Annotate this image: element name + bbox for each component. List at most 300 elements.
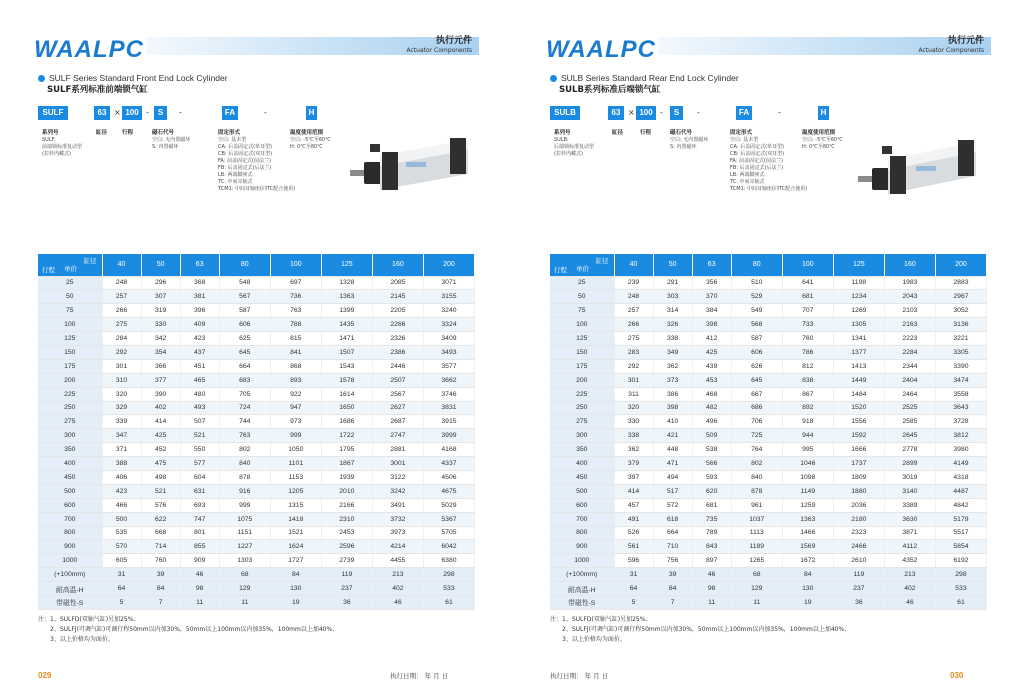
price-cell: 396 bbox=[180, 304, 219, 318]
price-cell: 893 bbox=[270, 373, 321, 387]
price-cell: 36 bbox=[321, 595, 372, 609]
table-header-row bbox=[38, 254, 475, 276]
code-times: × bbox=[628, 108, 635, 117]
price-cell: 1471 bbox=[321, 332, 372, 346]
price-cell: 802 bbox=[219, 443, 270, 457]
price-cell: 1650 bbox=[321, 401, 372, 415]
price-cell: 366 bbox=[141, 359, 180, 373]
table-row bbox=[550, 318, 987, 332]
row-stroke-cell: 600 bbox=[38, 498, 102, 512]
price-cell: 2223 bbox=[884, 332, 935, 346]
price-table bbox=[550, 254, 987, 610]
price-cell: 2883 bbox=[935, 276, 986, 290]
price-cell: 3221 bbox=[935, 332, 986, 346]
price-cell: 3871 bbox=[884, 526, 935, 540]
price-cell: 3242 bbox=[372, 484, 423, 498]
table-row bbox=[38, 582, 475, 596]
table-row bbox=[550, 304, 987, 318]
price-cell: 466 bbox=[102, 498, 141, 512]
price-cell: 329 bbox=[102, 401, 141, 415]
price-cell: 370 bbox=[692, 290, 731, 304]
price-cell: 922 bbox=[270, 387, 321, 401]
row-stroke-cell: 300 bbox=[38, 429, 102, 443]
price-cell: 119 bbox=[321, 568, 372, 582]
price-cell: 736 bbox=[270, 290, 321, 304]
price-cell: 570 bbox=[102, 540, 141, 554]
price-cell: 667 bbox=[731, 387, 782, 401]
table-row bbox=[38, 387, 475, 401]
price-cell: 39 bbox=[653, 568, 692, 582]
row-stroke-cell: 25 bbox=[38, 276, 102, 290]
price-cell: 577 bbox=[180, 457, 219, 471]
price-cell: 248 bbox=[614, 290, 653, 304]
price-cell: 130 bbox=[782, 582, 833, 596]
price-cell: 868 bbox=[270, 359, 321, 373]
price-cell: 303 bbox=[653, 290, 692, 304]
row-stroke-cell: 50 bbox=[550, 290, 614, 304]
price-cell: 533 bbox=[423, 582, 474, 596]
price-cell: 973 bbox=[270, 415, 321, 429]
price-cell: 2010 bbox=[321, 484, 372, 498]
desc-series: SULF: 前端锁标准复动型 (拉杆内藏式) bbox=[42, 137, 83, 157]
price-cell: 414 bbox=[614, 484, 653, 498]
note-line: 注：1、SULFD(双轴气缸)另加25%； bbox=[550, 616, 652, 623]
price-cell: 347 bbox=[102, 429, 141, 443]
price-cell: 338 bbox=[614, 429, 653, 443]
row-stroke-cell: 125 bbox=[38, 332, 102, 346]
price-cell: 68 bbox=[219, 568, 270, 582]
price-cell: 98 bbox=[180, 582, 219, 596]
price-cell: 683 bbox=[219, 373, 270, 387]
price-cell: 707 bbox=[782, 304, 833, 318]
price-cell: 705 bbox=[219, 387, 270, 401]
price-cell: 1737 bbox=[833, 457, 884, 471]
row-stroke-cell: 400 bbox=[38, 457, 102, 471]
price-cell: 1046 bbox=[782, 457, 833, 471]
desc-temp: 空白: -5℃至60℃ H: 0℃至80℃ bbox=[290, 137, 331, 150]
price-cell: 664 bbox=[653, 526, 692, 540]
price-cell: 2085 bbox=[372, 276, 423, 290]
code-dash: - bbox=[697, 108, 700, 117]
table-body bbox=[550, 276, 987, 609]
price-cell: 3305 bbox=[935, 345, 986, 359]
price-cell: 257 bbox=[102, 290, 141, 304]
row-stroke-cell: 1000 bbox=[38, 554, 102, 568]
price-cell: 402 bbox=[372, 582, 423, 596]
column-header: 63 bbox=[692, 254, 731, 276]
price-cell: 129 bbox=[219, 582, 270, 596]
price-cell: 606 bbox=[219, 318, 270, 332]
desc-mount: 空白: 基本型 CA: 后盖固定式(单耳型) CB: 后盖固定式(双耳型) FA: 前盖固定式(前法兰) FB: 后盖固定式(后法兰) LB: 两端脚座式 TC: 中间耳轴式 TCM1: 中间耳轴座(同TC配合使用) bbox=[218, 137, 296, 192]
price-cell: 999 bbox=[270, 429, 321, 443]
price-cell: 98 bbox=[692, 582, 731, 596]
row-stroke-cell: 900 bbox=[550, 540, 614, 554]
label-bore: 缸径 bbox=[612, 130, 624, 136]
price-cell: 130 bbox=[270, 582, 321, 596]
price-cell: 1418 bbox=[270, 512, 321, 526]
price-cell: 493 bbox=[180, 401, 219, 415]
price-cell: 1269 bbox=[833, 304, 884, 318]
price-cell: 548 bbox=[219, 276, 270, 290]
note-line: 注：1、SULFD(双轴气缸)另加25%； bbox=[38, 616, 140, 623]
price-cell: 812 bbox=[782, 359, 833, 373]
price-cell: 5 bbox=[102, 595, 141, 609]
price-cell: 1727 bbox=[270, 554, 321, 568]
price-cell: 1880 bbox=[833, 484, 884, 498]
price-cell: 3558 bbox=[935, 387, 986, 401]
price-cell: 388 bbox=[102, 457, 141, 471]
table-row bbox=[38, 429, 475, 443]
price-cell: 64 bbox=[614, 582, 653, 596]
price-cell: 2881 bbox=[372, 443, 423, 457]
price-cell: 535 bbox=[102, 526, 141, 540]
price-cell: 257 bbox=[614, 304, 653, 318]
price-cell: 1722 bbox=[321, 429, 372, 443]
price-cell: 5179 bbox=[935, 512, 986, 526]
price-cell: 19 bbox=[270, 595, 321, 609]
bullet-dot-icon bbox=[550, 75, 557, 82]
price-cell: 423 bbox=[102, 484, 141, 498]
price-cell: 631 bbox=[180, 484, 219, 498]
price-cell: 1466 bbox=[782, 526, 833, 540]
series-title-cn: SULB系列标准后端锁气缸 bbox=[559, 85, 661, 95]
column-header: 200 bbox=[935, 254, 986, 276]
table-row bbox=[38, 457, 475, 471]
table-row bbox=[38, 595, 475, 609]
price-cell: 2446 bbox=[372, 359, 423, 373]
notes bbox=[550, 615, 850, 645]
table-row bbox=[550, 526, 987, 540]
price-cell: 3140 bbox=[884, 484, 935, 498]
price-cell: 3390 bbox=[935, 359, 986, 373]
code-dash: - bbox=[146, 108, 149, 117]
table-row bbox=[38, 332, 475, 346]
price-cell: 5517 bbox=[935, 526, 986, 540]
row-stroke-cell: 225 bbox=[38, 387, 102, 401]
table-row bbox=[550, 401, 987, 415]
row-stroke-cell: 800 bbox=[550, 526, 614, 540]
price-cell: 706 bbox=[731, 415, 782, 429]
price-cell: 568 bbox=[731, 318, 782, 332]
price-cell: 482 bbox=[692, 401, 731, 415]
price-cell: 897 bbox=[692, 554, 731, 568]
price-cell: 947 bbox=[270, 401, 321, 415]
row-stroke-cell: 200 bbox=[38, 373, 102, 387]
table-row bbox=[38, 568, 475, 582]
price-cell: 1484 bbox=[833, 387, 884, 401]
price-cell: 2567 bbox=[372, 387, 423, 401]
label-stroke: 行程 bbox=[640, 130, 652, 136]
row-stroke-cell: 175 bbox=[38, 359, 102, 373]
price-cell: 2739 bbox=[321, 554, 372, 568]
price-cell: 2284 bbox=[884, 345, 935, 359]
price-cell: 763 bbox=[270, 304, 321, 318]
label-bore: 缸径 bbox=[96, 130, 108, 136]
column-header: 50 bbox=[141, 254, 180, 276]
price-cell: 605 bbox=[102, 554, 141, 568]
price-cell: 2778 bbox=[884, 443, 935, 457]
right-page bbox=[512, 0, 1024, 695]
price-cell: 681 bbox=[782, 290, 833, 304]
price-cell: 1377 bbox=[833, 345, 884, 359]
price-cell: 3493 bbox=[423, 345, 474, 359]
price-cell: 1305 bbox=[833, 318, 884, 332]
price-cell: 840 bbox=[219, 457, 270, 471]
column-header: 200 bbox=[423, 254, 474, 276]
table-row bbox=[550, 498, 987, 512]
price-cell: 11 bbox=[219, 595, 270, 609]
price-cell: 471 bbox=[653, 457, 692, 471]
price-cell: 529 bbox=[731, 290, 782, 304]
price-cell: 1521 bbox=[270, 526, 321, 540]
price-cell: 248 bbox=[102, 276, 141, 290]
price-cell: 397 bbox=[614, 470, 653, 484]
label-series: 系列号 bbox=[554, 130, 571, 136]
price-cell: 500 bbox=[102, 512, 141, 526]
price-cell: 311 bbox=[614, 387, 653, 401]
price-cell: 119 bbox=[833, 568, 884, 582]
price-cell: 2180 bbox=[833, 512, 884, 526]
price-cell: 320 bbox=[614, 401, 653, 415]
price-cell: 3732 bbox=[372, 512, 423, 526]
price-cell: 1153 bbox=[270, 470, 321, 484]
price-cell: 425 bbox=[141, 429, 180, 443]
price-cell: 310 bbox=[102, 373, 141, 387]
price-cell: 1341 bbox=[833, 332, 884, 346]
price-cell: 576 bbox=[141, 498, 180, 512]
row-stroke-cell: 耐高温-H bbox=[38, 582, 102, 596]
code-times: × bbox=[114, 108, 121, 117]
price-cell: 550 bbox=[180, 443, 219, 457]
price-cell: 3474 bbox=[935, 373, 986, 387]
label-temp: 温度使用范围 bbox=[802, 130, 836, 136]
price-cell: 5 bbox=[614, 595, 653, 609]
row-stroke-cell: 200 bbox=[550, 373, 614, 387]
price-cell: 841 bbox=[270, 345, 321, 359]
price-cell: 402 bbox=[141, 401, 180, 415]
price-cell: 961 bbox=[731, 498, 782, 512]
price-cell: 1449 bbox=[833, 373, 884, 387]
price-cell: 3630 bbox=[884, 512, 935, 526]
price-cell: 622 bbox=[141, 512, 180, 526]
price-cell: 368 bbox=[180, 276, 219, 290]
series-title-en: SULB Series Standard Rear End Lock Cylinder bbox=[550, 73, 739, 83]
price-cell: 371 bbox=[102, 443, 141, 457]
price-cell: 1189 bbox=[731, 540, 782, 554]
row-stroke-cell: 75 bbox=[550, 304, 614, 318]
price-cell: 2163 bbox=[884, 318, 935, 332]
price-cell: 414 bbox=[141, 415, 180, 429]
price-cell: 1520 bbox=[833, 401, 884, 415]
price-cell: 918 bbox=[782, 415, 833, 429]
price-cell: 645 bbox=[219, 345, 270, 359]
price-cell: 1809 bbox=[833, 470, 884, 484]
row-stroke-cell: 耐高温-H bbox=[550, 582, 614, 596]
price-cell: 620 bbox=[692, 484, 731, 498]
table-row bbox=[550, 568, 987, 582]
price-cell: 2386 bbox=[372, 345, 423, 359]
price-cell: 11 bbox=[731, 595, 782, 609]
table-row bbox=[550, 554, 987, 568]
table-row bbox=[550, 373, 987, 387]
price-cell: 3409 bbox=[423, 332, 474, 346]
price-cell: 7 bbox=[141, 595, 180, 609]
price-cell: 521 bbox=[141, 484, 180, 498]
table-body bbox=[38, 276, 475, 609]
price-cell: 390 bbox=[141, 387, 180, 401]
table-row bbox=[550, 415, 987, 429]
header-category-en: Actuator Components bbox=[918, 47, 984, 54]
price-cell: 2266 bbox=[372, 318, 423, 332]
price-cell: 3831 bbox=[423, 401, 474, 415]
price-cell: 3052 bbox=[935, 304, 986, 318]
price-cell: 237 bbox=[321, 582, 372, 596]
price-cell: 2967 bbox=[935, 290, 986, 304]
price-cell: 878 bbox=[731, 484, 782, 498]
table-row bbox=[38, 401, 475, 415]
price-cell: 1614 bbox=[321, 387, 372, 401]
row-stroke-cell: 带磁性-S bbox=[550, 595, 614, 609]
price-cell: 1592 bbox=[833, 429, 884, 443]
price-cell: 744 bbox=[219, 415, 270, 429]
table-row bbox=[550, 540, 987, 554]
price-cell: 437 bbox=[180, 345, 219, 359]
price-cell: 2205 bbox=[372, 304, 423, 318]
price-cell: 301 bbox=[102, 359, 141, 373]
label-magnet: 磁石代号 bbox=[670, 130, 693, 136]
price-cell: 3980 bbox=[935, 443, 986, 457]
price-cell: 61 bbox=[423, 595, 474, 609]
price-cell: 645 bbox=[731, 373, 782, 387]
desc-temp: 空白: -5℃至60℃ H: 0℃至80℃ bbox=[802, 137, 843, 150]
row-stroke-cell: 700 bbox=[550, 512, 614, 526]
table-row bbox=[38, 415, 475, 429]
price-cell: 354 bbox=[141, 345, 180, 359]
bullet-dot-icon bbox=[38, 75, 45, 82]
price-cell: 725 bbox=[731, 429, 782, 443]
price-cell: 2043 bbox=[884, 290, 935, 304]
code-prefix: SULB bbox=[550, 106, 580, 120]
header-category-en: Actuator Components bbox=[406, 47, 472, 54]
price-cell: 11 bbox=[692, 595, 731, 609]
table-row bbox=[38, 345, 475, 359]
price-cell: 339 bbox=[102, 415, 141, 429]
price-cell: 2323 bbox=[833, 526, 884, 540]
price-cell: 2899 bbox=[884, 457, 935, 471]
price-cell: 320 bbox=[102, 387, 141, 401]
table-row bbox=[38, 443, 475, 457]
price-cell: 330 bbox=[141, 318, 180, 332]
price-cell: 398 bbox=[653, 401, 692, 415]
table-row bbox=[38, 276, 475, 290]
price-cell: 379 bbox=[614, 457, 653, 471]
code-temp: H bbox=[306, 106, 317, 120]
price-cell: 4487 bbox=[935, 484, 986, 498]
price-cell: 1098 bbox=[782, 470, 833, 484]
row-stroke-cell: 350 bbox=[38, 443, 102, 457]
price-cell: 3999 bbox=[423, 429, 474, 443]
price-cell: 3122 bbox=[372, 470, 423, 484]
price-cell: 1328 bbox=[321, 276, 372, 290]
price-cell: 453 bbox=[692, 373, 731, 387]
price-cell: 5029 bbox=[423, 498, 474, 512]
price-cell: 237 bbox=[833, 582, 884, 596]
price-cell: 475 bbox=[141, 457, 180, 471]
table-row bbox=[550, 457, 987, 471]
price-cell: 686 bbox=[731, 401, 782, 415]
row-stroke-cell: 75 bbox=[38, 304, 102, 318]
price-cell: 4455 bbox=[372, 554, 423, 568]
price-cell: 4318 bbox=[935, 470, 986, 484]
code-bore: 63 bbox=[94, 106, 110, 120]
row-stroke-cell: 125 bbox=[550, 332, 614, 346]
price-cell: 362 bbox=[614, 443, 653, 457]
price-cell: 538 bbox=[692, 443, 731, 457]
table-row bbox=[550, 470, 987, 484]
price-cell: 815 bbox=[270, 332, 321, 346]
series-title-cn: SULF系列标准前端锁气缸 bbox=[47, 85, 148, 95]
price-cell: 2507 bbox=[372, 373, 423, 387]
row-stroke-cell: 250 bbox=[550, 401, 614, 415]
price-cell: 1227 bbox=[219, 540, 270, 554]
code-mount: FA bbox=[222, 106, 238, 120]
execution-date: 执行日期： 年 月 日 bbox=[550, 672, 609, 680]
brand-logo: WAALPC bbox=[34, 36, 144, 63]
price-cell: 61 bbox=[935, 595, 986, 609]
price-cell: 283 bbox=[614, 345, 653, 359]
price-cell: 786 bbox=[782, 345, 833, 359]
row-stroke-cell: 275 bbox=[550, 415, 614, 429]
cylinder-product-image bbox=[350, 132, 470, 204]
price-cell: 4149 bbox=[935, 457, 986, 471]
price-cell: 533 bbox=[935, 582, 986, 596]
price-cell: 664 bbox=[219, 359, 270, 373]
price-cell: 3728 bbox=[935, 415, 986, 429]
column-header: 40 bbox=[614, 254, 653, 276]
price-table bbox=[38, 254, 475, 610]
price-cell: 1151 bbox=[219, 526, 270, 540]
brand-logo: WAALPC bbox=[546, 36, 656, 63]
price-cell: 46 bbox=[692, 568, 731, 582]
price-cell: 349 bbox=[653, 345, 692, 359]
price-cell: 526 bbox=[614, 526, 653, 540]
label-series: 系列号 bbox=[42, 130, 59, 136]
table-row bbox=[550, 512, 987, 526]
price-cell: 4337 bbox=[423, 457, 474, 471]
price-cell: 4112 bbox=[884, 540, 935, 554]
row-stroke-cell: 450 bbox=[550, 470, 614, 484]
table-row bbox=[38, 554, 475, 568]
table-row bbox=[550, 290, 987, 304]
price-cell: 298 bbox=[423, 568, 474, 582]
price-cell: 517 bbox=[653, 484, 692, 498]
price-cell: 275 bbox=[102, 318, 141, 332]
price-cell: 338 bbox=[653, 332, 692, 346]
table-row bbox=[550, 387, 987, 401]
price-cell: 7 bbox=[653, 595, 692, 609]
table-corner-cell: 缸径 单价 行程 bbox=[38, 254, 102, 276]
table-row bbox=[38, 484, 475, 498]
row-stroke-cell: 225 bbox=[550, 387, 614, 401]
row-stroke-cell: 450 bbox=[38, 470, 102, 484]
price-cell: 439 bbox=[692, 359, 731, 373]
price-cell: 2747 bbox=[372, 429, 423, 443]
price-cell: 494 bbox=[653, 470, 692, 484]
code-bore: 63 bbox=[608, 106, 624, 120]
price-cell: 68 bbox=[731, 568, 782, 582]
column-header: 100 bbox=[782, 254, 833, 276]
price-cell: 402 bbox=[884, 582, 935, 596]
